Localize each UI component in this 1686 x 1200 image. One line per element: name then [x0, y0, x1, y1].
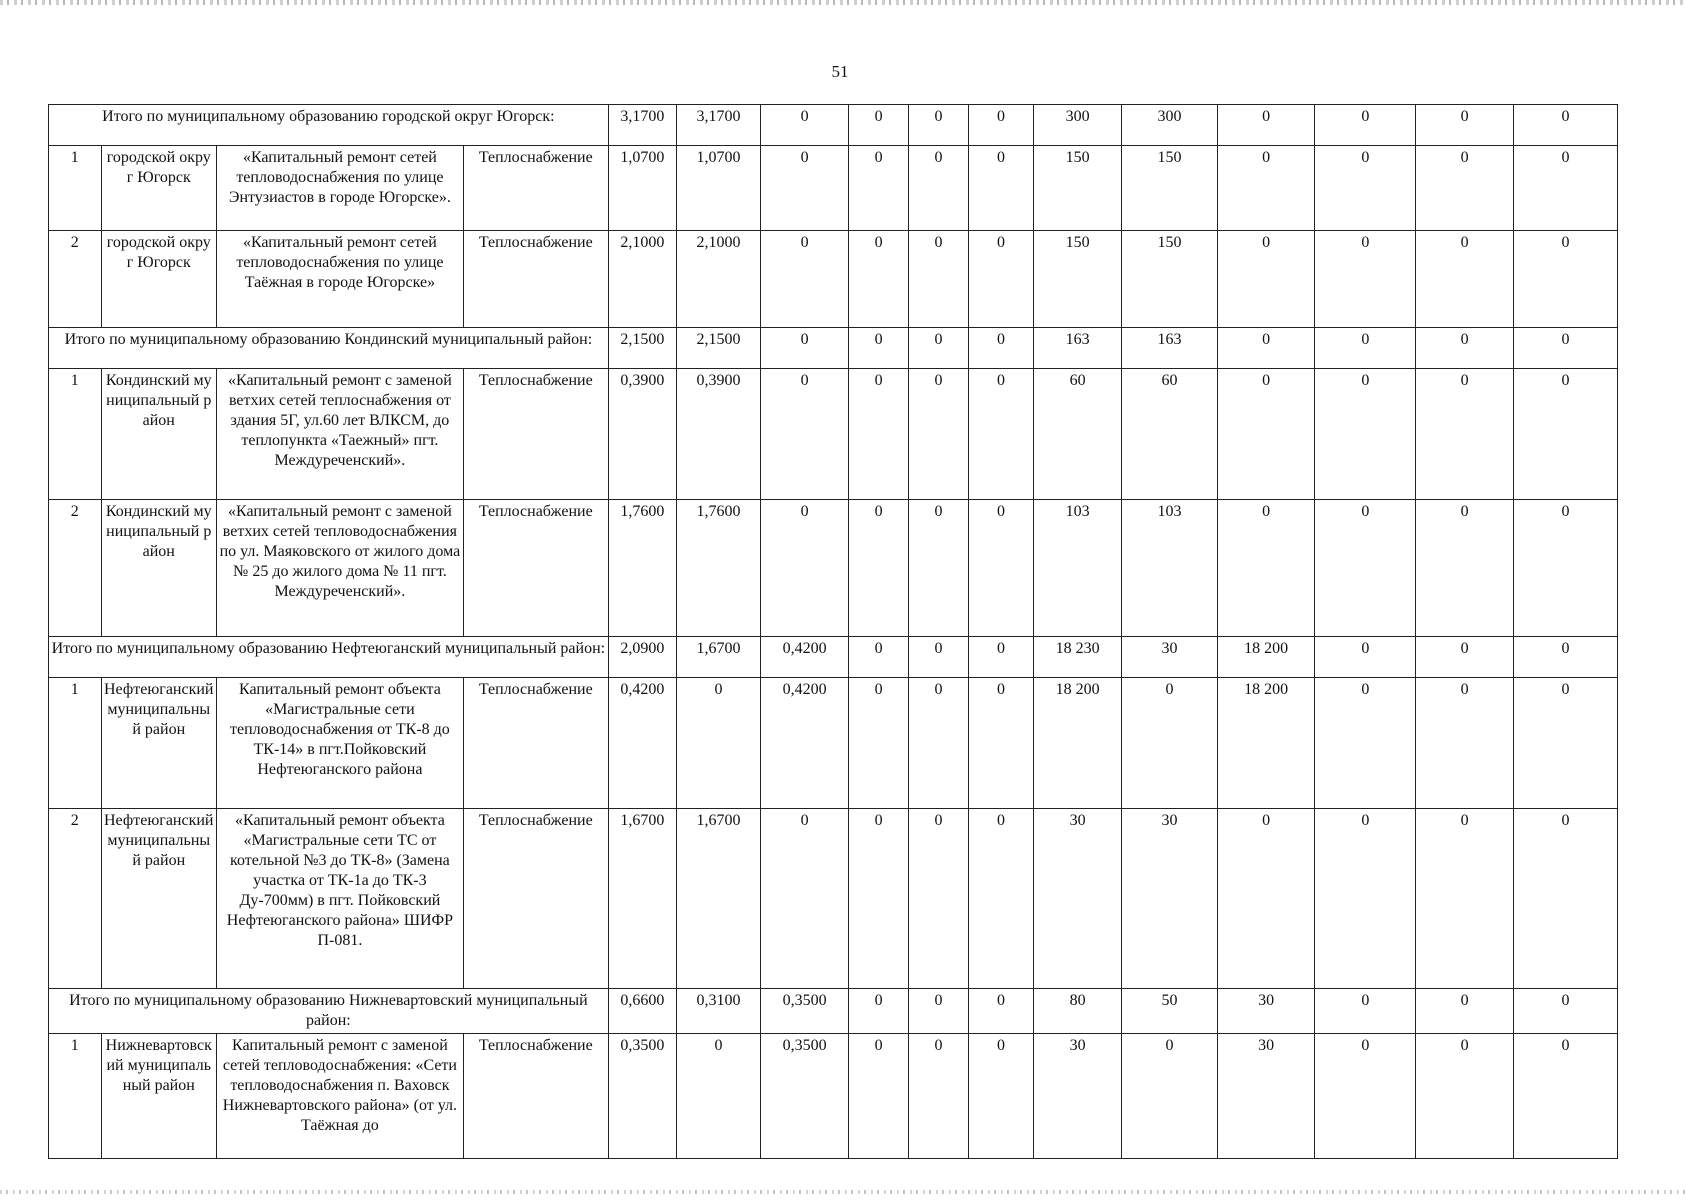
value-cell: 0	[968, 809, 1033, 989]
value-cell: 2,1000	[677, 231, 761, 328]
municipality-cell: Нефтеюганский муниципальный район	[101, 678, 217, 809]
total-value: 0	[1416, 105, 1514, 146]
value-cell: 0	[849, 678, 909, 809]
value-cell: 30	[1122, 809, 1218, 989]
total-value: 0	[1315, 328, 1416, 369]
kind-cell: Теплоснабжение	[463, 809, 608, 989]
value-cell: 0	[849, 1034, 909, 1159]
total-value: 3,1700	[677, 105, 761, 146]
row-number: 1	[49, 678, 102, 809]
object-description-cell: «Капитальный ремонт с заменой ветхих сетей тепловодоснабжения по ул. Маяковского от жилого дома № 25 до жилого дома № 11 пгт. Междуреченский».	[217, 500, 464, 637]
total-value: 0	[909, 328, 969, 369]
value-cell: 0	[968, 1034, 1033, 1159]
value-cell: 103	[1034, 500, 1122, 637]
total-value: 2,1500	[608, 328, 676, 369]
total-row	[49, 328, 1618, 369]
value-cell: 0	[849, 146, 909, 231]
table-row	[49, 231, 1618, 328]
total-label: Итого по муниципальному образованию городской округ Югорск:	[49, 105, 609, 146]
total-value: 163	[1034, 328, 1122, 369]
value-cell: 30	[1034, 1034, 1122, 1159]
value-cell: 0,4200	[761, 678, 849, 809]
total-value: 0	[968, 989, 1033, 1034]
total-value: 0	[1513, 989, 1617, 1034]
value-cell: 0	[677, 678, 761, 809]
kind-cell: Теплоснабжение	[463, 231, 608, 328]
total-value: 0	[909, 105, 969, 146]
value-cell: 1,7600	[677, 500, 761, 637]
total-value: 18 200	[1217, 637, 1315, 678]
value-cell: 0	[1217, 369, 1315, 500]
value-cell: 150	[1034, 146, 1122, 231]
value-cell: 0	[761, 146, 849, 231]
row-number: 2	[49, 231, 102, 328]
capital-repair-table	[48, 104, 1618, 1159]
total-value: 1,6700	[677, 637, 761, 678]
total-value: 2,1500	[677, 328, 761, 369]
value-cell: 0	[761, 809, 849, 989]
total-label: Итого по муниципальному образованию Кондинский муниципальный район:	[49, 328, 609, 369]
total-value: 0,3100	[677, 989, 761, 1034]
total-value: 0	[1416, 328, 1514, 369]
value-cell: 0	[1513, 500, 1617, 637]
value-cell: 0	[1122, 1034, 1218, 1159]
total-value: 0	[849, 637, 909, 678]
value-cell: 0,4200	[608, 678, 676, 809]
total-value: 0	[761, 105, 849, 146]
value-cell: 0	[761, 231, 849, 328]
value-cell: 0	[968, 369, 1033, 500]
value-cell: 0	[1416, 146, 1514, 231]
total-value: 30	[1217, 989, 1315, 1034]
value-cell: 0	[1315, 146, 1416, 231]
value-cell: 0	[849, 369, 909, 500]
value-cell: 0	[1315, 231, 1416, 328]
total-value: 2,0900	[608, 637, 676, 678]
municipality-cell: городской округ Югорск	[101, 231, 217, 328]
value-cell: 0	[761, 500, 849, 637]
value-cell: 150	[1122, 231, 1218, 328]
value-cell: 0	[1315, 678, 1416, 809]
value-cell: 0	[909, 1034, 969, 1159]
value-cell: 0	[968, 231, 1033, 328]
total-value: 0	[1513, 637, 1617, 678]
value-cell: 103	[1122, 500, 1218, 637]
kind-cell: Теплоснабжение	[463, 1034, 608, 1159]
total-value: 0	[761, 328, 849, 369]
row-number: 1	[49, 146, 102, 231]
value-cell: 0	[1315, 500, 1416, 637]
kind-cell: Теплоснабжение	[463, 146, 608, 231]
value-cell: 1,7600	[608, 500, 676, 637]
value-cell: 30	[1217, 1034, 1315, 1159]
value-cell: 0	[1416, 1034, 1514, 1159]
object-description-cell: «Капитальный ремонт объекта «Магистральные сети ТС от котельной №3 до ТК-8» (Замена участка от ТК-1а до ТК-3 Ду-700мм) в пгт. Пойковский Нефтеюганского района» ШИФР П-081.	[217, 809, 464, 989]
table-row	[49, 369, 1618, 500]
table-row	[49, 809, 1618, 989]
value-cell: 0	[1416, 809, 1514, 989]
table-row	[49, 500, 1618, 637]
value-cell: 1,0700	[677, 146, 761, 231]
total-value: 0	[849, 328, 909, 369]
page-number: 51	[831, 62, 849, 81]
value-cell: 0	[761, 369, 849, 500]
value-cell: 0,3500	[608, 1034, 676, 1159]
value-cell: 150	[1034, 231, 1122, 328]
total-value: 18 230	[1034, 637, 1122, 678]
total-value: 0	[968, 105, 1033, 146]
kind-cell: Теплоснабжение	[463, 369, 608, 500]
scan-edge-top	[0, 0, 1686, 5]
total-value: 0	[849, 105, 909, 146]
value-cell: 0,3500	[761, 1034, 849, 1159]
value-cell: 0	[1513, 231, 1617, 328]
total-value: 0	[1513, 105, 1617, 146]
value-cell: 0	[909, 500, 969, 637]
value-cell: 0	[1315, 809, 1416, 989]
value-cell: 0,3900	[608, 369, 676, 500]
row-number: 1	[49, 1034, 102, 1159]
total-value: 300	[1034, 105, 1122, 146]
kind-cell: Теплоснабжение	[463, 500, 608, 637]
object-description-cell: «Капитальный ремонт сетей тепловодоснабжения по улице Энтузиастов в городе Югорске».	[217, 146, 464, 231]
total-value: 0	[1416, 637, 1514, 678]
total-value: 30	[1122, 637, 1218, 678]
value-cell: 0	[1513, 369, 1617, 500]
table-row	[49, 678, 1618, 809]
total-value: 0	[1513, 328, 1617, 369]
value-cell: 1,0700	[608, 146, 676, 231]
value-cell: 0	[1513, 1034, 1617, 1159]
municipality-cell: Кондинский муниципальный район	[101, 500, 217, 637]
total-value: 0	[1315, 989, 1416, 1034]
row-number: 2	[49, 500, 102, 637]
value-cell: 0	[1513, 678, 1617, 809]
value-cell: 18 200	[1034, 678, 1122, 809]
value-cell: 18 200	[1217, 678, 1315, 809]
value-cell: 0	[1217, 809, 1315, 989]
value-cell: 1,6700	[677, 809, 761, 989]
value-cell: 0,3900	[677, 369, 761, 500]
value-cell: 0	[849, 231, 909, 328]
total-value: 0	[1315, 105, 1416, 146]
total-value: 50	[1122, 989, 1218, 1034]
value-cell: 0	[1416, 678, 1514, 809]
value-cell: 2,1000	[608, 231, 676, 328]
total-row	[49, 989, 1618, 1034]
object-description-cell: «Капитальный ремонт сетей тепловодоснабжения по улице Таёжная в городе Югорске»	[217, 231, 464, 328]
value-cell: 0	[968, 500, 1033, 637]
table-row	[49, 1034, 1618, 1159]
total-row	[49, 105, 1618, 146]
object-description-cell: Капитальный ремонт объекта «Магистральные сети тепловодоснабжения от ТК-8 до ТК-14» в пгт.Пойковский Нефтеюганского района	[217, 678, 464, 809]
value-cell: 0	[677, 1034, 761, 1159]
value-cell: 0	[909, 809, 969, 989]
total-value: 0	[909, 637, 969, 678]
total-value: 0	[1217, 105, 1315, 146]
scan-edge-bottom	[0, 1190, 1686, 1194]
total-value: 0	[1217, 328, 1315, 369]
table-row	[49, 146, 1618, 231]
value-cell: 0	[968, 146, 1033, 231]
total-value: 0	[849, 989, 909, 1034]
value-cell: 0	[1416, 231, 1514, 328]
object-description-cell: Капитальный ремонт с заменой сетей тепловодоснабжения: «Сети тепловодоснабжения п. Ваховск Нижневартовского района» (от ул. Таёжная до	[217, 1034, 464, 1159]
value-cell: 0	[1513, 809, 1617, 989]
value-cell: 0	[1513, 146, 1617, 231]
kind-cell: Теплоснабжение	[463, 678, 608, 809]
value-cell: 0	[1217, 146, 1315, 231]
row-number: 1	[49, 369, 102, 500]
value-cell: 0	[968, 678, 1033, 809]
total-label: Итого по муниципальному образованию Нефтеюганский муниципальный район:	[49, 637, 609, 678]
value-cell: 0	[909, 369, 969, 500]
municipality-cell: городской округ Югорск	[101, 146, 217, 231]
value-cell: 60	[1034, 369, 1122, 500]
row-number: 2	[49, 809, 102, 989]
total-label: Итого по муниципальному образованию Нижневартовский муниципальный район:	[49, 989, 609, 1034]
value-cell: 30	[1034, 809, 1122, 989]
total-value: 0	[968, 637, 1033, 678]
value-cell: 0	[1217, 231, 1315, 328]
total-value: 0	[909, 989, 969, 1034]
value-cell: 0	[909, 146, 969, 231]
total-value: 163	[1122, 328, 1218, 369]
value-cell: 0	[909, 678, 969, 809]
object-description-cell: «Капитальный ремонт с заменой ветхих сетей теплоснабжения от здания 5Г, ул.60 лет ВЛКСМ, до теплопункта «Таежный» пгт. Междуреченский».	[217, 369, 464, 500]
value-cell: 0	[849, 809, 909, 989]
value-cell: 0	[1315, 1034, 1416, 1159]
total-value: 0,3500	[761, 989, 849, 1034]
value-cell: 0	[1315, 369, 1416, 500]
value-cell: 0	[1416, 500, 1514, 637]
total-row	[49, 637, 1618, 678]
total-value: 0,6600	[608, 989, 676, 1034]
value-cell: 0	[1217, 500, 1315, 637]
total-value: 0	[1315, 637, 1416, 678]
value-cell: 0	[1122, 678, 1218, 809]
value-cell: 150	[1122, 146, 1218, 231]
total-value: 0	[968, 328, 1033, 369]
value-cell: 0	[849, 500, 909, 637]
value-cell: 0	[909, 231, 969, 328]
value-cell: 0	[1416, 369, 1514, 500]
total-value: 0	[1416, 989, 1514, 1034]
table-body	[49, 105, 1618, 1159]
municipality-cell: Кондинский муниципальный район	[101, 369, 217, 500]
total-value: 0,4200	[761, 637, 849, 678]
municipality-cell: Нижневартовский муниципальный район	[101, 1034, 217, 1159]
total-value: 3,1700	[608, 105, 676, 146]
value-cell: 60	[1122, 369, 1218, 500]
total-value: 300	[1122, 105, 1218, 146]
total-value: 80	[1034, 989, 1122, 1034]
municipality-cell: Нефтеюганский муниципальный район	[101, 809, 217, 989]
value-cell: 1,6700	[608, 809, 676, 989]
